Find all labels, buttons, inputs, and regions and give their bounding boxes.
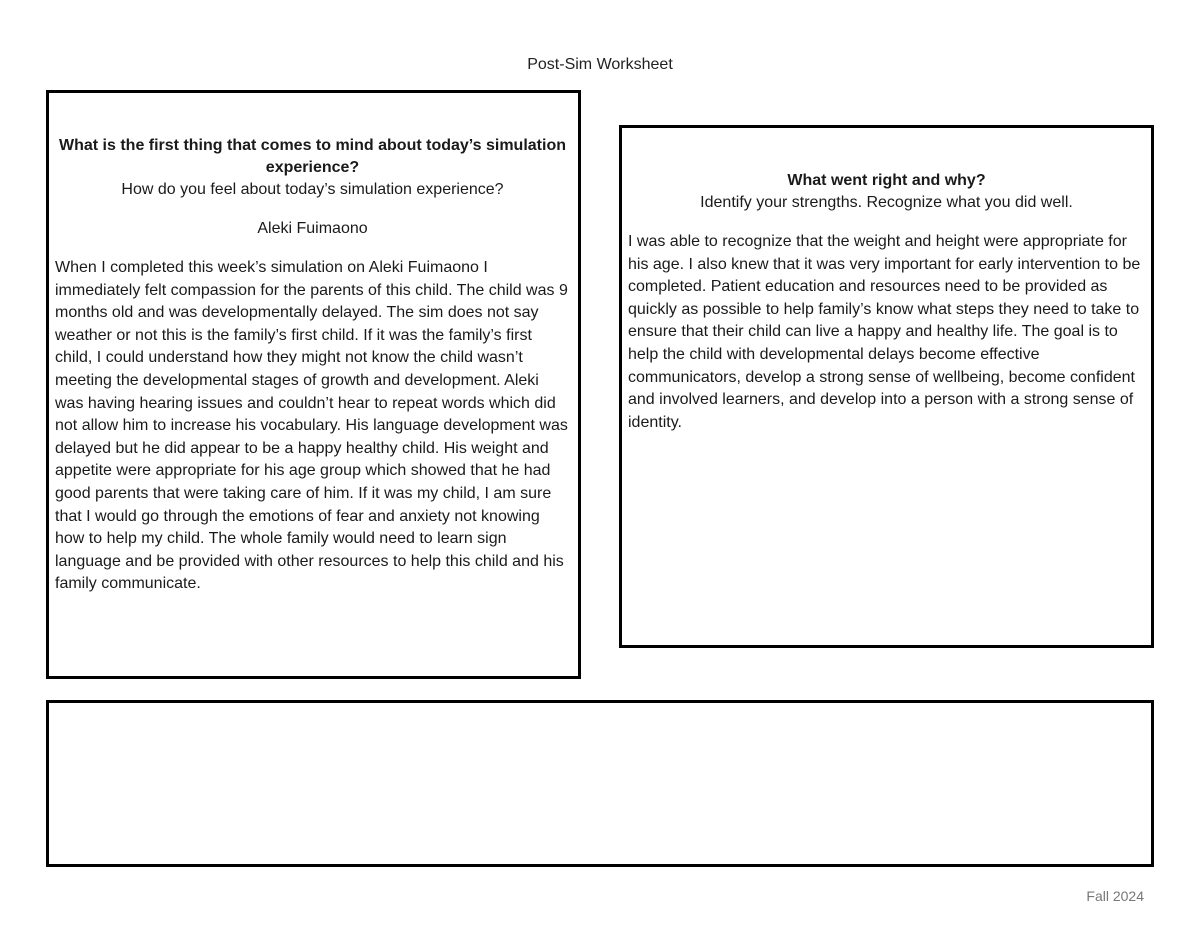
footer-term: Fall 2024	[1086, 888, 1144, 904]
what-went-right-question: What went right and why?	[787, 172, 986, 189]
patient-name: Aleki Fuimaono	[257, 220, 368, 237]
empty-response-box	[46, 700, 1154, 867]
page-title: Post-Sim Worksheet	[527, 56, 673, 73]
what-went-right-box	[619, 125, 1154, 648]
first-impression-question: What is the first thing that comes to mind about today’s simulation experience?	[59, 137, 566, 176]
first-impression-subquestion: How do you feel about today’s simulation experience?	[121, 181, 504, 198]
first-impression-response: When I completed this week’s simulation on Aleki Fuimaono I immediately felt compassion for the parents of this child. The child was 9 months old and was developmentally delayed. The sim does not say weather or not this is the family’s first child. If it was the family’s first child, I could understand how they might not know the child wasn’t meeting the developmental stages of growth and development. Aleki was having hearing issues and couldn’t hear to repeat words which did not allow him to increase his vocabulary. His language development was delayed but he did appear to be a happy healthy child. His weight and appetite were appropriate for his age group which showed that he had good parents that were taking care of him. If it was my child, I am sure that I would go through the emotions of fear and anxiety not knowing how to help my child. The whole family would need to learn sign language and be provided with other resources to help this child and his family communicate.	[55, 259, 568, 593]
what-went-right-subquestion: Identify your strengths. Recognize what you did well.	[700, 194, 1073, 211]
first-impression-box	[46, 90, 581, 679]
what-went-right-response: I was able to recognize that the weight and height were appropriate for his age. I also knew that it was very important for early intervention to be completed. Patient education and resources need to be provided as quickly as possible to help family’s know what steps they need to take to ensure that their child can live a happy and healthy life. The goal is to help the child with developmental delays become effective communicators, develop a strong sense of wellbeing, become confident and involved learners, and develop into a person with a strong sense of identity.	[628, 233, 1141, 431]
